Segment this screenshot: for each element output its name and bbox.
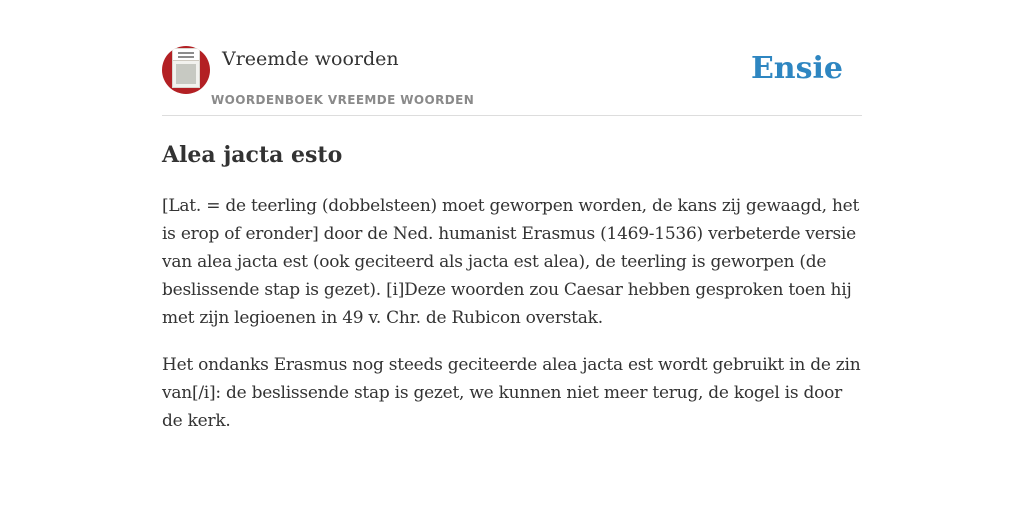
book-cover-title-line <box>178 52 194 54</box>
page-header <box>162 46 862 116</box>
ensie-logo-link[interactable]: Ensie <box>750 51 843 86</box>
book-cover-icon[interactable] <box>162 46 210 94</box>
definition-paragraph: [Lat. = de teerling (dobbelsteen) moet geworpen worden, de kans zij gewaagd, het is erop of eronder] door de Ned. humanist Erasmus (1469-1536) verbeterde versie van alea jacta est (ook geciteerd als jacta est alea), de teerling is geworpen (de beslissende stap is gezet). [i]Deze woorden zou Caesar hebben gesproken toen hij met zijn legioenen in 49 v. Chr. de Rubicon overstak. <box>162 196 860 328</box>
book-cover-title-band <box>173 49 199 61</box>
dictionary-title-link[interactable]: Vreemde woorden <box>222 48 399 70</box>
entry-definition <box>162 192 862 454</box>
definition-paragraph: Het ondanks Erasmus nog steeds geciteerde alea jacta est wordt gebruikt in de zin van[/i]: de beslissende stap is gezet, we kunnen niet meer terug, de kogel is door de kerk. <box>162 355 861 431</box>
book-cover-title-line <box>178 56 194 58</box>
book-cover-image <box>172 48 200 88</box>
entry-term: Alea jacta esto <box>162 142 343 168</box>
book-cover-photo <box>176 64 196 84</box>
dictionary-subtitle: WOORDENBOEK VREEMDE WOORDEN <box>211 93 475 107</box>
